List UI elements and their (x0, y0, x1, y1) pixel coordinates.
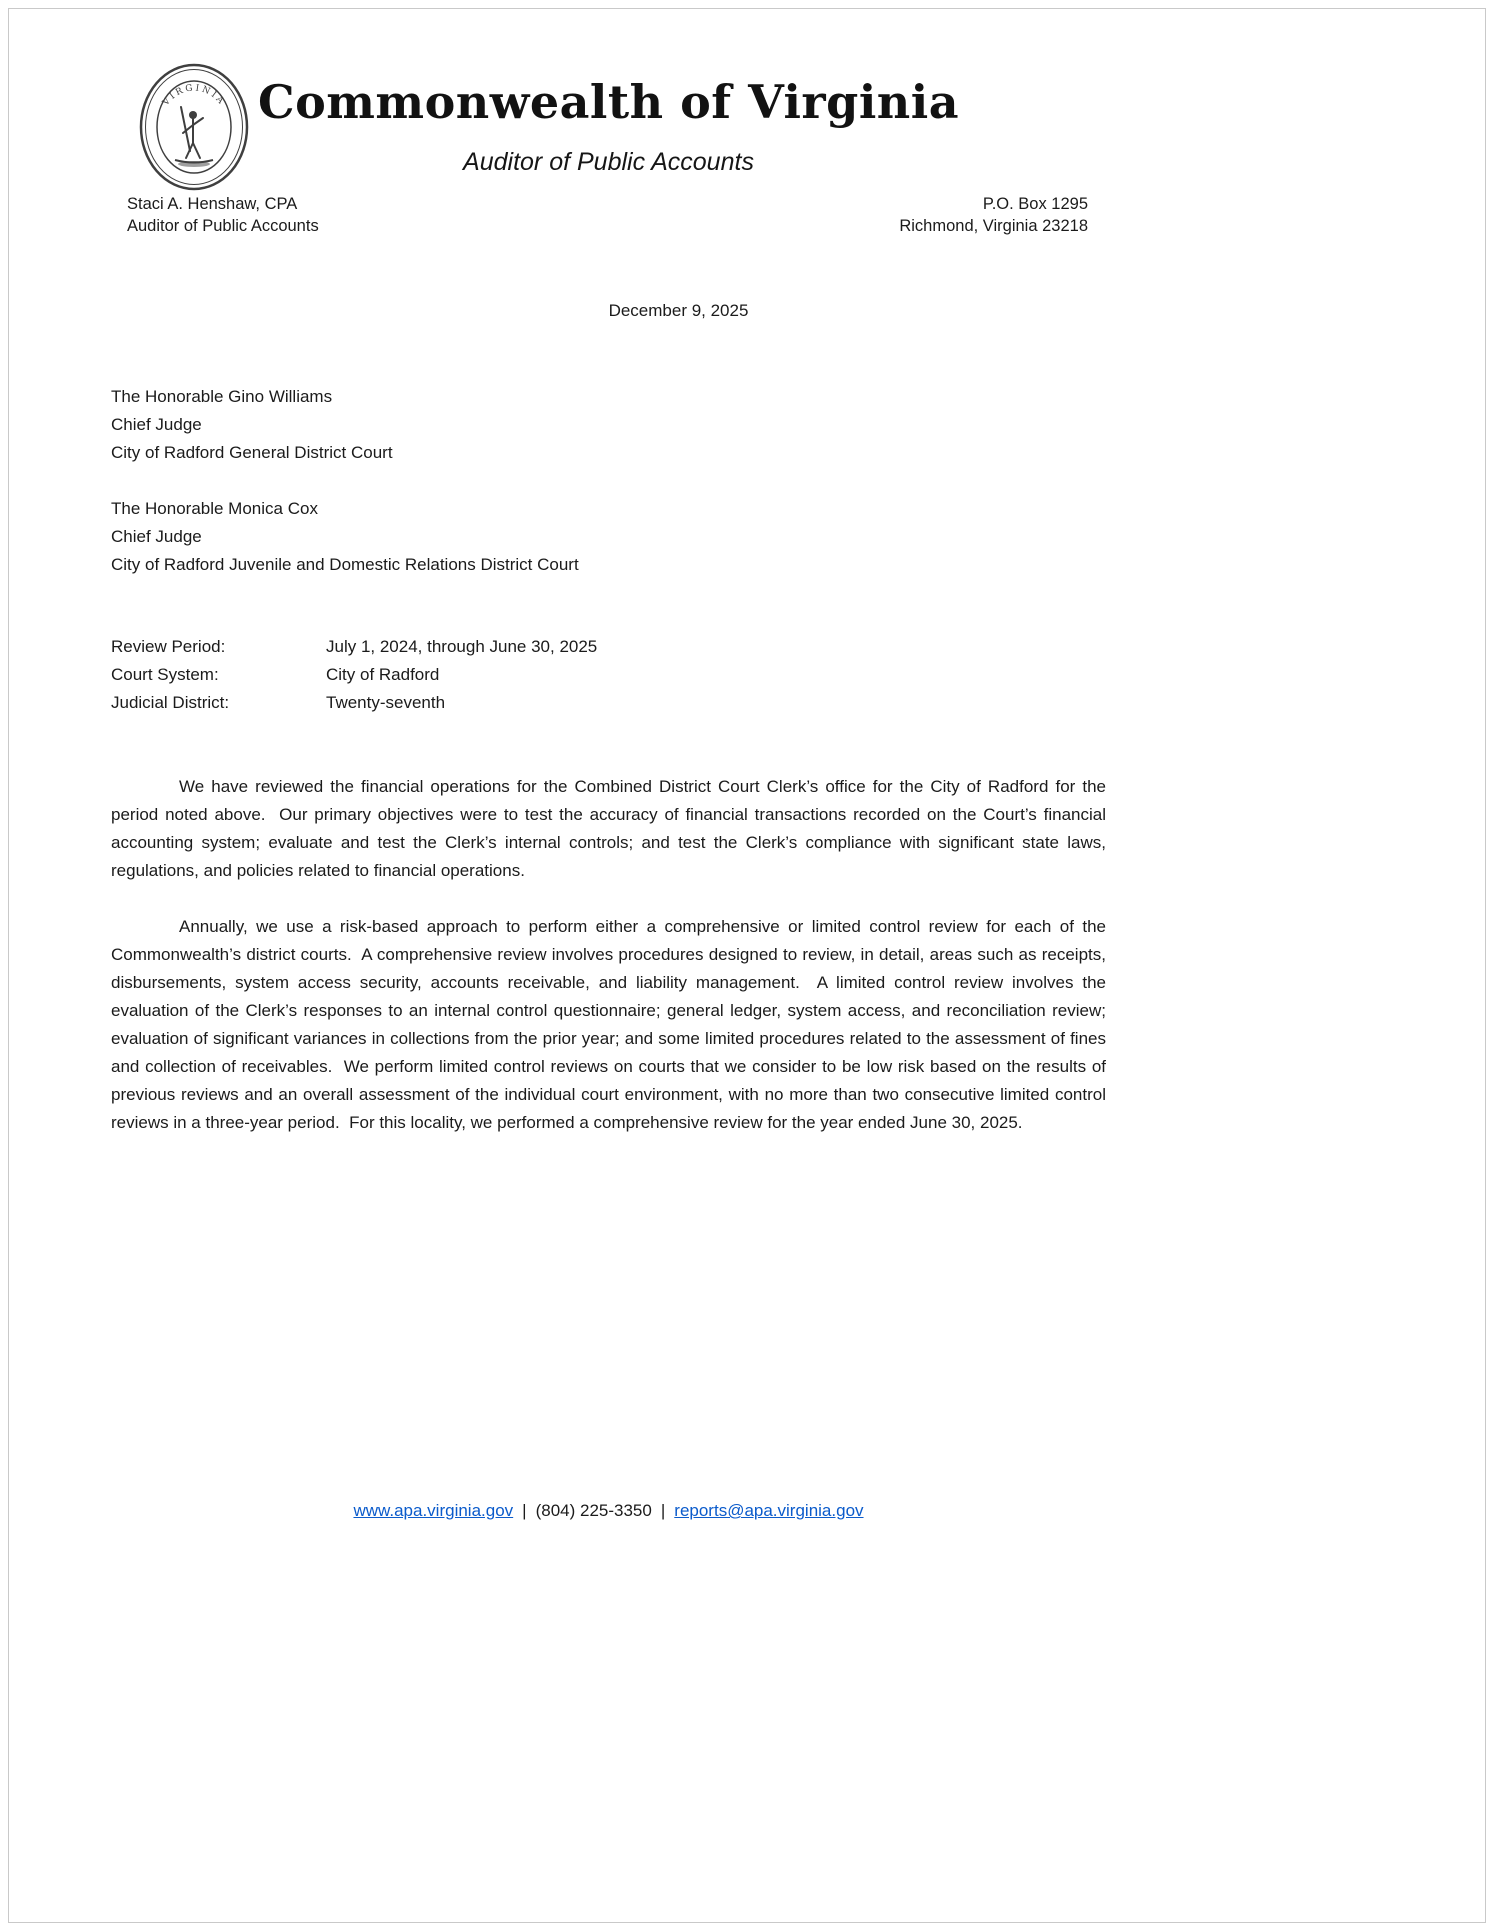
footer-separator: | (522, 1501, 527, 1520)
auditor-title: Auditor of Public Accounts (127, 217, 319, 235)
letterhead-subtitle: Auditor of Public Accounts (463, 148, 754, 176)
recipient-title: Chief Judge (111, 415, 202, 434)
letterhead-contact-row (111, 193, 1106, 237)
document-page (8, 8, 1486, 1923)
review-period-label: Review Period: (111, 637, 226, 656)
address-city-state: Richmond, Virginia 23218 (899, 217, 1088, 235)
letter-content (111, 9, 1111, 1922)
letterhead (111, 9, 1106, 237)
review-row (111, 689, 1106, 717)
judicial-district-value: Twenty-seventh (326, 693, 446, 712)
recipient-block (111, 495, 1106, 579)
office-address (899, 193, 1106, 237)
letterhead-center (111, 77, 1106, 177)
letter-body (111, 773, 1111, 1137)
phone-number: (804) 225-3350 (535, 1501, 652, 1520)
recipient-name: The Honorable Monica Cox (111, 499, 318, 518)
seal-arc-text: VIRGINIA (161, 83, 227, 108)
svg-text:VIRGINIA (160, 83, 227, 108)
address-po-box: P.O. Box 1295 (982, 195, 1088, 213)
court-system-value: City of Radford (326, 665, 440, 684)
auditor-name: Staci A. Henshaw, CPA (127, 195, 298, 213)
body-paragraph-1: We have reviewed the financial operations for the Combined District Court Clerk’s office for the City of Radford for the period noted above. Our primary objectives were to test the accuracy of financial transactions recorded on the Court’s financial accounting system; evaluate and test the Clerk’s internal controls; and test the Clerk’s compliance with significant state laws, regulations, and policies related to financial operations. (111, 777, 1111, 880)
letterhead-title: Commonwealth of Virginia (257, 75, 960, 129)
virginia-seal-icon (139, 63, 249, 191)
website-link[interactable]: www.apa.virginia.gov (353, 1501, 514, 1520)
recipient-court: City of Radford Juvenile and Domestic Relations District Court (111, 555, 579, 574)
review-info (111, 633, 1106, 717)
recipient-title: Chief Judge (111, 527, 202, 546)
judicial-district-label: Judicial District: (111, 693, 230, 712)
review-period-value: July 1, 2024, through June 30, 2025 (326, 637, 598, 656)
footer-separator: | (660, 1501, 666, 1520)
recipient-name: The Honorable Gino Williams (111, 387, 333, 406)
auditor-identity (111, 193, 319, 237)
review-row (111, 661, 1106, 689)
recipients (111, 383, 1106, 579)
court-system-label: Court System: (111, 665, 219, 684)
recipient-block (111, 383, 1106, 467)
email-link[interactable]: reports@apa.virginia.gov (674, 1501, 864, 1520)
letter-date: December 9, 2025 (608, 301, 749, 320)
recipient-court: City of Radford General District Court (111, 443, 393, 462)
body-paragraph-2: Annually, we use a risk-based approach to perform either a comprehensive or limited control review for each of the Commonwealth’s district courts. A comprehensive review involves procedures designed to review, in detail, areas such as receipts, disbursements, system access security, accounts receivable, and liability management. A limited control review involves the evaluation of the Clerk’s responses to an internal control questionnaire; general ledger, system access, and reconciliation review; evaluation of significant variances in collections from the prior year; and some limited procedures related to the assessment of fines and collection of receivables. We perform limited control reviews on courts that we consider to be low risk based on the results of previous reviews and an overall assessment of the individual court environment, with no more than two consecutive limited control reviews in a three-year period. For this locality, we performed a comprehensive review for the year ended June 30, 2025. (111, 917, 1111, 1132)
review-row (111, 633, 1106, 661)
footer (111, 1499, 1106, 1523)
